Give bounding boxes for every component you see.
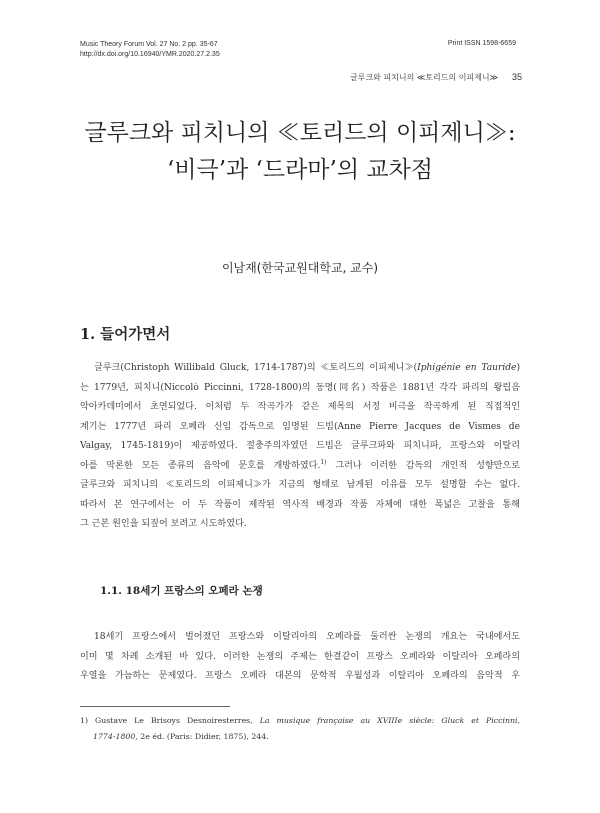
paragraph-line: 이미 몇 차례 소개된 바 있다. 이러한 논쟁의 주제는 한결같이 프랑스 오페라와 이탈리아 오페라의 (80, 651, 520, 662)
paragraph-line: 악아카데미에서 초연되었다. 이처럼 두 작곡가가 같은 제목의 서정 비극을 작곡하게 된 직접적인 (80, 402, 520, 412)
paragraph-line: 글루크와 피치니의 ≪토리드의 이피제니≫가 지금의 형태로 남게된 이유를 모두 설명할 수는 없다. (80, 480, 520, 490)
journal-info (80, 40, 220, 60)
author-affiliation: 이남재(한국교원대학교, 교수) (221, 261, 379, 275)
journal-citation: Music Theory Forum Vol. 27 No. 2 pp. 35-67 (80, 41, 218, 48)
paragraph-line: 우열을 가늠하는 문제였다. 프랑스 오페라 대본의 문학적 우월성과 이탈리아 오페라의 음악적 우 (80, 671, 520, 681)
paragraph-line: 그 근본 원인을 되짚어 보려고 시도하였다. (80, 519, 247, 529)
paragraph-line: Valgay, 1745-1819)이 제공하였다. 절충주의자였던 드빔은 글루크파와 피치니파, 프랑스와 이탈리 (80, 441, 520, 451)
footnote-number: 1) (80, 716, 89, 725)
footnote-divider (80, 706, 230, 707)
book-title-italic: La musique française au XVIIIe siècle: Gluck et Piccinni, (259, 716, 521, 725)
running-title: 글루크와 피치니의 ≪토리드의 이피제니≫ (349, 73, 498, 82)
paragraph-line: 는 1779년, 피치니(Niccolò Piccinni, 1728-1800)의 동명(同名) 작품은 1881년 각각 파리의 왕립음 (80, 382, 520, 393)
issn: Print ISSN 1598-6659 (447, 40, 516, 47)
paragraph-line: 글루크(Christoph Willibald Gluck, 1714-1787)의 ≪토리드의 이피제니≫(Iphigénie en Tauride) (94, 363, 520, 373)
paragraph-line: 18세기 프랑스에서 벌어졌던 프랑스와 이탈리아의 오페라를 둘러싼 논쟁의 개요는 국내에서도 (94, 632, 520, 642)
paragraph-line: 계기는 1777년 파리 오페라 신임 감독으로 임명된 드빔(Anne Pierre Jacques de Vismes de (80, 421, 520, 432)
intro-paragraph (80, 359, 520, 535)
footnote-ref[interactable]: 1) (320, 458, 327, 466)
footnote (80, 713, 520, 745)
article-title-line-2: ‘비극’과 ‘드라마’의 교차점 (166, 157, 434, 183)
footnote-line: 1774-1800, 2e éd. (Paris: Didier, 1875), 244. (93, 732, 269, 741)
section-heading-introduction: 1. 들어가면서 (80, 326, 171, 343)
footnote-line: 1) Gustave Le Brisoys Desnoiresterres, La musique française au XVIIIe siècle: Gluck et Piccinni, (80, 716, 521, 725)
subsection-heading: 1.1. 18세기 프랑스의 오페라 논쟁 (100, 585, 263, 597)
running-header (350, 72, 522, 83)
opera-title-italic: Iphigénie en Tauride (417, 363, 517, 373)
doi-link[interactable]: http://dx.doi.org/10.16940/YMR.2020.27.2.35 (80, 51, 220, 58)
article-title-line-1: 글루크와 피치니의 ≪토리드의 이피제니≫: (84, 120, 516, 146)
subsection-paragraph (80, 628, 520, 687)
page-number: 35 (511, 72, 522, 82)
paragraph-line: 아를 막론한 모든 종류의 음악에 문호를 개방하였다.$^{1)}$ 그러나 이러한 감독의 개인적 성향만으로 (80, 458, 520, 471)
paragraph-line: 따라서 본 연구에서는 이 두 작품이 제작된 역사적 배경과 작품 자체에 대한 폭넓은 고찰을 통해 (80, 499, 520, 510)
